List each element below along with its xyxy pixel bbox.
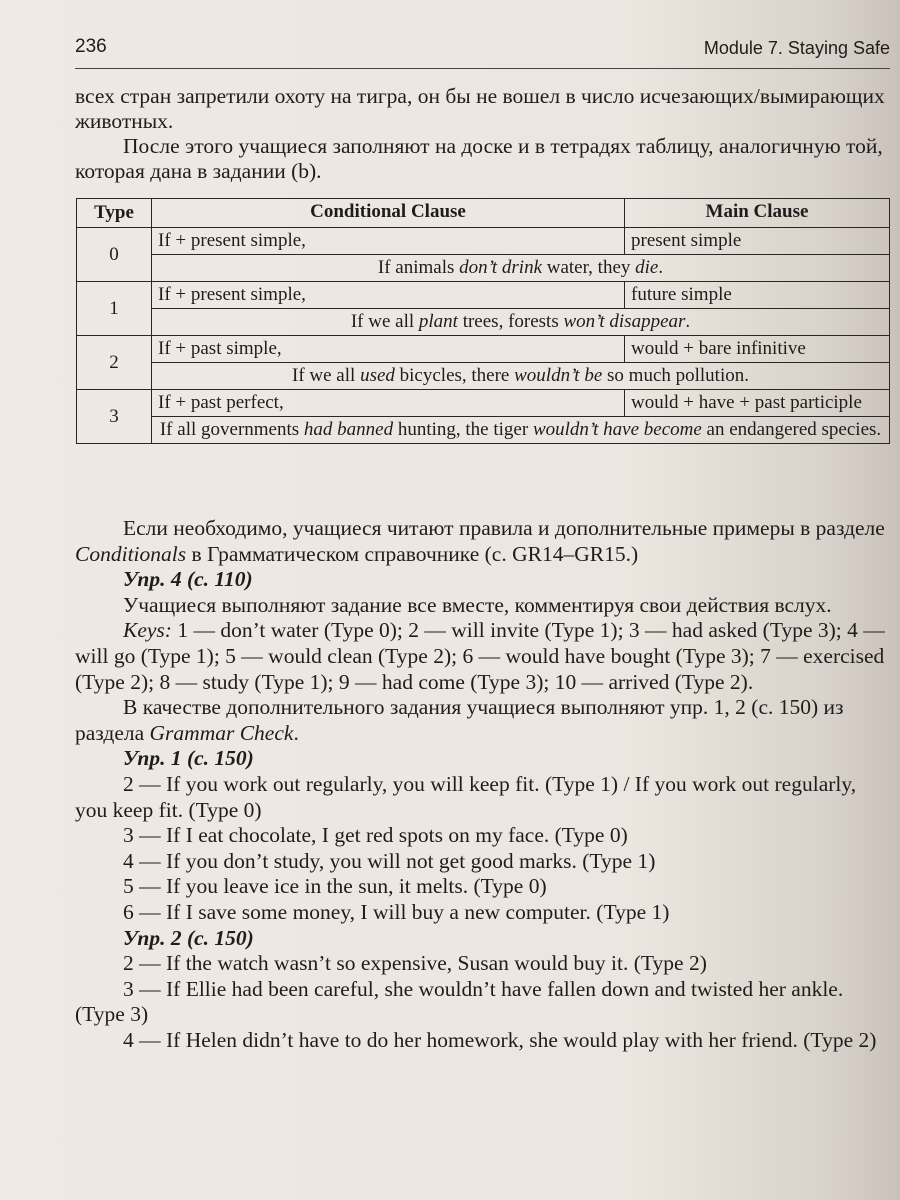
main-cell: present simple	[625, 228, 890, 255]
example-cell: If we all used bicycles, there wouldn’t be so much pollution.	[152, 363, 890, 390]
conditional-cell: If + past simple,	[152, 336, 625, 363]
conditional-cell: If + past perfect,	[152, 390, 625, 417]
main-cell: would + bare infinitive	[625, 336, 890, 363]
main-cell: would + have + past participle	[625, 390, 890, 417]
ex1-heading: Упр. 1 (с. 150)	[123, 746, 254, 771]
keys-text: 1 — don’t water (Type 0); 2 — will invite (Type 1); 3 — had asked (Type 3); 4 — will go (Type 1); 5 — would clean (Type 2); 6 — would have bought (Type 3); 7 — exercised (Type 2); 8 — study (Type 1); 9 — had come (Type 3); 10 — arrived (Type 2).	[75, 618, 885, 694]
example-cell: If animals don’t drink water, they die.	[152, 255, 890, 282]
list-item: 2 — If you work out regularly, you will keep fit. (Type 1) / If you work out regularly, you keep fit. (Type 0)	[75, 771, 857, 822]
table-row	[77, 390, 890, 417]
module-title: Module 7. Staying Safe	[703, 38, 890, 58]
example-cell: If we all plant trees, forests won’t disappear.	[152, 309, 890, 336]
main-cell: future simple	[625, 282, 890, 309]
conditional-cell: If + present simple,	[152, 228, 625, 255]
keys-label: Keys:	[123, 618, 172, 643]
list-item: 3 — If I eat chocolate, I get red spots on my face. (Type 0)	[123, 823, 628, 848]
example-row	[77, 417, 890, 444]
table-row	[77, 228, 890, 255]
exercise-section	[75, 516, 890, 1053]
example-cell: If all governments had banned hunting, the tiger wouldn’t have become an endangered species.	[152, 417, 890, 444]
conditionals-table	[76, 198, 890, 444]
list-item: 3 — If Ellie had been careful, she wouldn’t have fallen down and twisted her ankle. (Type 3)	[75, 976, 844, 1027]
header-type: Type	[77, 199, 152, 228]
list-item: 4 — If Helen didn’t have to do her homework, she would play with her friend. (Type 2)	[123, 1027, 877, 1052]
intro-paragraph-2: После этого учащиеся заполняют на доске и в тетрадях таблицу, аналогичную той, которая дана в задании (b).	[75, 134, 883, 183]
table-row	[77, 336, 890, 363]
conditional-cell: If + present simple,	[152, 282, 625, 309]
ex4-heading: Упр. 4 (с. 110)	[123, 567, 253, 592]
type-cell: 0	[77, 228, 152, 282]
header-main-clause: Main Clause	[625, 199, 890, 228]
page-number: 236	[75, 36, 107, 57]
example-row	[77, 363, 890, 390]
extra-task-paragraph: В качестве дополнительного задания учащиеся выполняют упр. 1, 2 (с. 150) из раздела Grammar Check.	[75, 695, 844, 745]
table-header-row	[77, 199, 890, 228]
keys-paragraph	[75, 618, 890, 695]
list-item: 2 — If the watch wasn’t so expensive, Susan would buy it. (Type 2)	[123, 951, 707, 976]
page-header	[75, 36, 890, 69]
example-row	[77, 309, 890, 336]
intro-paragraph-1: всех стран запретили охоту на тигра, он бы не вошел в число исчезающих/вымирающих животных.	[75, 84, 885, 133]
type-cell: 3	[77, 390, 152, 444]
type-cell: 1	[77, 282, 152, 336]
rules-paragraph: Если необходимо, учащиеся читают правила и дополнительные примеры в разделе Conditionals в Грамматическом справочнике (с. GR14–GR15.)	[75, 516, 885, 566]
example-row	[77, 255, 890, 282]
ex4-text: Учащиеся выполняют задание все вместе, комментируя свои действия вслух.	[123, 592, 832, 617]
ex2-heading: Упр. 2 (с. 150)	[123, 925, 254, 950]
header-conditional-clause: Conditional Clause	[152, 199, 625, 228]
type-cell: 2	[77, 336, 152, 390]
list-item: 4 — If you don’t study, you will not get good marks. (Type 1)	[123, 848, 656, 873]
list-item: 5 — If you leave ice in the sun, it melts. (Type 0)	[123, 874, 547, 899]
list-item: 6 — If I save some money, I will buy a new computer. (Type 1)	[123, 899, 670, 924]
table-row	[77, 282, 890, 309]
